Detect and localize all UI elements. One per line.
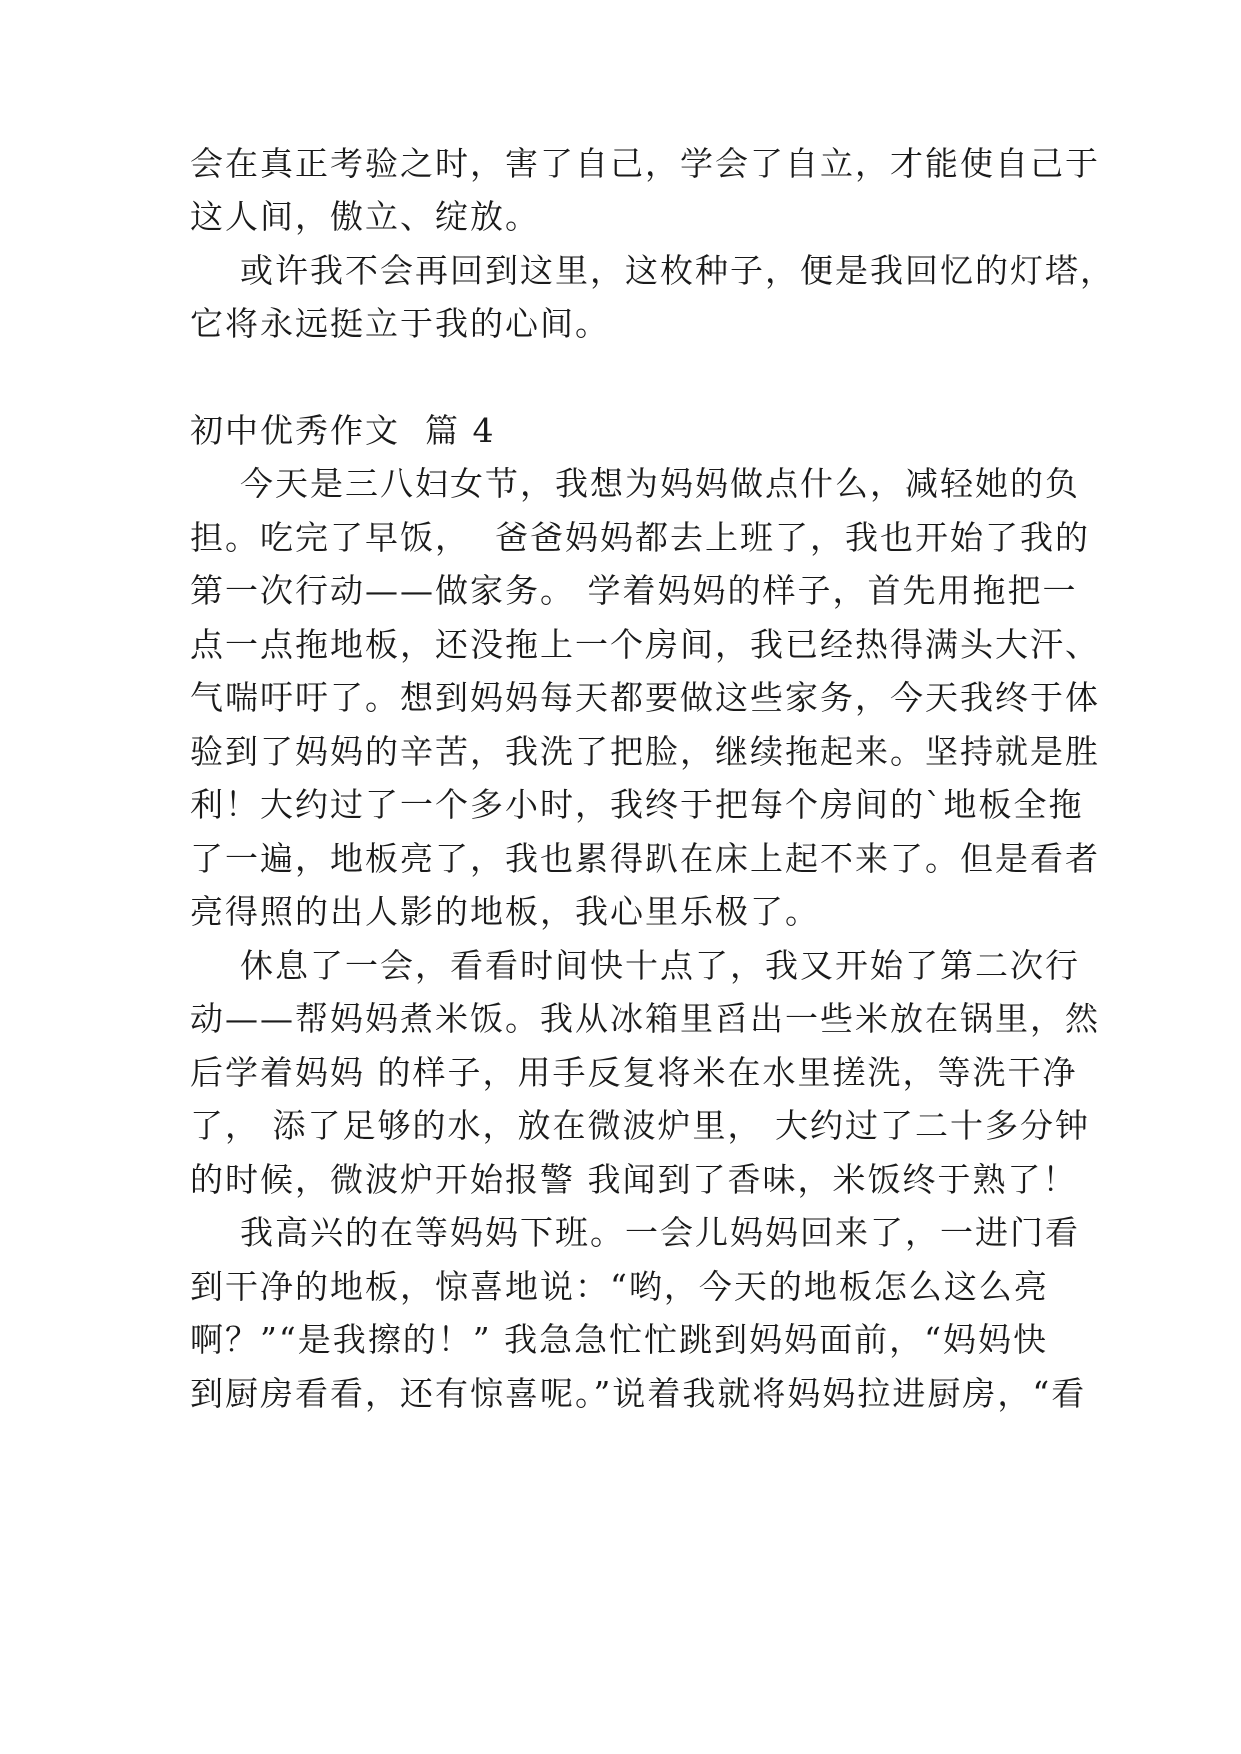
text-line: 动——帮妈妈煮米饭。我从冰箱里舀出一些米放在锅里，然 bbox=[190, 999, 1100, 1038]
text-line: 点一点拖地板，还没拖上一个房间，我已经热得满头大汗、 bbox=[190, 625, 1100, 664]
text-line: 第一次行动——做家务。 学着妈妈的样子，首先用拖把一 bbox=[190, 571, 1078, 610]
text-line: 到厨房看看，还有惊喜呢。”说着我就将妈妈拉进厨房，“看 bbox=[190, 1374, 1087, 1413]
text-line: 了， 添了足够的水，放在微波炉里， 大约过了二十多分钟 bbox=[190, 1106, 1090, 1145]
text-line: 亮得照的出人影的地板，我心里乐极了。 bbox=[190, 892, 820, 931]
text-line: 到干净的地板，惊喜地说：“哟，今天的地板怎么这么亮 bbox=[190, 1267, 1049, 1306]
text-line: 利！大约过了一个多小时，我终于把每个房间的`地板全拖 bbox=[190, 785, 1084, 824]
text-line: 这人间，傲立、绽放。 bbox=[190, 197, 540, 236]
text-line: 今天是三八妇女节，我想为妈妈做点什么，减轻她的负 bbox=[190, 464, 1080, 503]
text-line: 后学着妈妈 的样子，用手反复将米在水里搓洗，等洗干净 bbox=[190, 1053, 1078, 1092]
text-line: 啊？”“是我擦的！” 我急急忙忙跳到妈妈面前，“妈妈快 bbox=[190, 1320, 1048, 1359]
text-line: 气喘吁吁了。想到妈妈每天都要做这些家务，今天我终于体 bbox=[190, 678, 1100, 717]
text-line: 它将永远挺立于我的心间。 bbox=[190, 304, 610, 343]
text-line: 我高兴的在等妈妈下班。一会儿妈妈回来了，一进门看 bbox=[190, 1213, 1080, 1252]
text-line: 会在真正考验之时，害了自己，学会了自立，才能使自己于 bbox=[190, 144, 1100, 183]
text-line: 担。吃完了早饭， 爸爸妈妈都去上班了，我也开始了我的 bbox=[190, 518, 1090, 557]
text-line: 休息了一会，看看时间快十点了，我又开始了第二次行 bbox=[190, 946, 1080, 985]
text-line: 了一遍，地板亮了，我也累得趴在床上起不来了。但是看者 bbox=[190, 839, 1100, 878]
text-line: 的时候，微波炉开始报警 我闻到了香味，米饭终于熟了！ bbox=[190, 1160, 1078, 1199]
text-line: 验到了妈妈的辛苦，我洗了把脸，继续拖起来。坚持就是胜 bbox=[190, 732, 1100, 771]
section-heading: 初中优秀作文 篇 4 bbox=[190, 411, 496, 450]
text-line: 或许我不会再回到这里，这枚种子，便是我回忆的灯塔， bbox=[190, 251, 1115, 290]
